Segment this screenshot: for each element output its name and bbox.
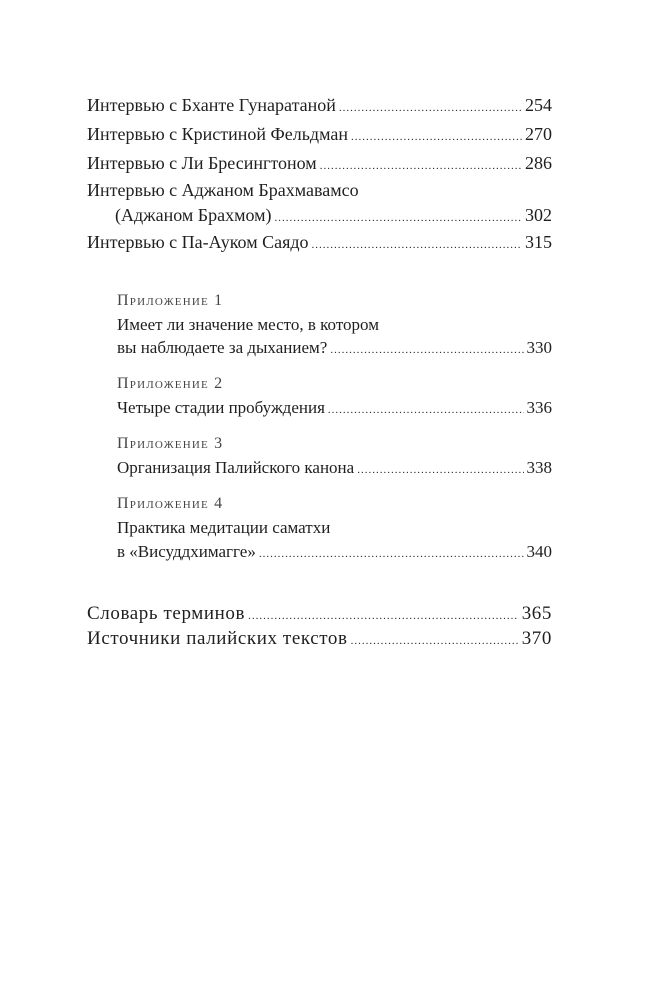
dot-leader [320, 154, 522, 178]
toc-page-number: 302 [525, 205, 552, 225]
toc-page-number: 370 [521, 628, 552, 649]
toc-entry-title: Источники палийских текстов [87, 628, 348, 649]
toc-entry-interview-brasington[interactable] [87, 151, 552, 175]
toc-page-number: 286 [525, 153, 552, 173]
toc-entry-title: Интервью с Па-Ауком Саядо [87, 232, 309, 252]
appendix-heading: Приложение 4 [117, 495, 224, 512]
toc-page-number: 338 [526, 458, 552, 477]
toc-entry-appendix-4-line1[interactable]: Практика медитации саматхи [117, 518, 331, 537]
toc-entry-title: в «Висуддхимагге» [117, 542, 256, 561]
toc-entry-title: (Аджаном Брахмом) [115, 205, 272, 225]
toc-page-number: 330 [526, 338, 552, 357]
dot-leader [275, 206, 522, 230]
toc-entry-interview-gunaratana[interactable] [87, 93, 552, 117]
toc-entry-appendix-3[interactable] [117, 456, 552, 480]
dot-leader [312, 233, 522, 257]
toc-entry-title: вы наблюдаете за дыханием? [117, 338, 328, 357]
toc-page-number: 336 [526, 398, 552, 417]
appendix-heading: Приложение 3 [117, 435, 224, 452]
toc-entry-interview-feldman[interactable] [87, 122, 552, 146]
toc-entry-interview-pa-auk[interactable] [87, 230, 552, 254]
toc-entry-appendix-2[interactable] [117, 396, 552, 420]
toc-entry-glossary[interactable] [87, 602, 552, 626]
toc-entry-title: Интервью с Ли Бресингтоном [87, 153, 317, 173]
toc-entry-pali-sources[interactable] [87, 627, 552, 651]
dot-leader [339, 96, 522, 120]
dot-leader [351, 629, 519, 653]
toc-entry-title: Организация Палийского канона [117, 458, 355, 477]
toc-page-number: 270 [525, 124, 552, 144]
dot-leader [248, 604, 519, 628]
dot-leader [330, 338, 523, 362]
toc-entry-title: Интервью с Кристиной Фельдман [87, 124, 348, 144]
toc-page-number: 254 [525, 95, 552, 115]
dot-leader [357, 458, 523, 482]
toc-page-number: 315 [525, 232, 552, 252]
toc-entry-title: Четыре стадии пробуждения [117, 398, 325, 417]
dot-leader [259, 542, 524, 566]
appendix-heading: Приложение 2 [117, 375, 224, 392]
toc-entry-interview-brahmavamso[interactable] [115, 203, 552, 227]
toc-page-number: 365 [521, 603, 552, 624]
dot-leader [351, 125, 522, 149]
toc-entry-appendix-1-line1[interactable]: Имеет ли значение место, в котором [117, 315, 379, 334]
toc-entry-title: Словарь терминов [87, 603, 246, 624]
toc-page-number: 340 [526, 542, 552, 561]
toc-entry-appendix-4[interactable] [117, 540, 552, 564]
toc-entry-appendix-1[interactable] [117, 336, 552, 360]
appendix-heading: Приложение 1 [117, 292, 224, 309]
toc-entry-interview-brahmavamso-line1[interactable]: Интервью с Аджаном Брахмавамсо [87, 180, 359, 200]
dot-leader [328, 398, 524, 422]
toc-entry-title: Интервью с Бханте Гунаратаной [87, 95, 336, 115]
